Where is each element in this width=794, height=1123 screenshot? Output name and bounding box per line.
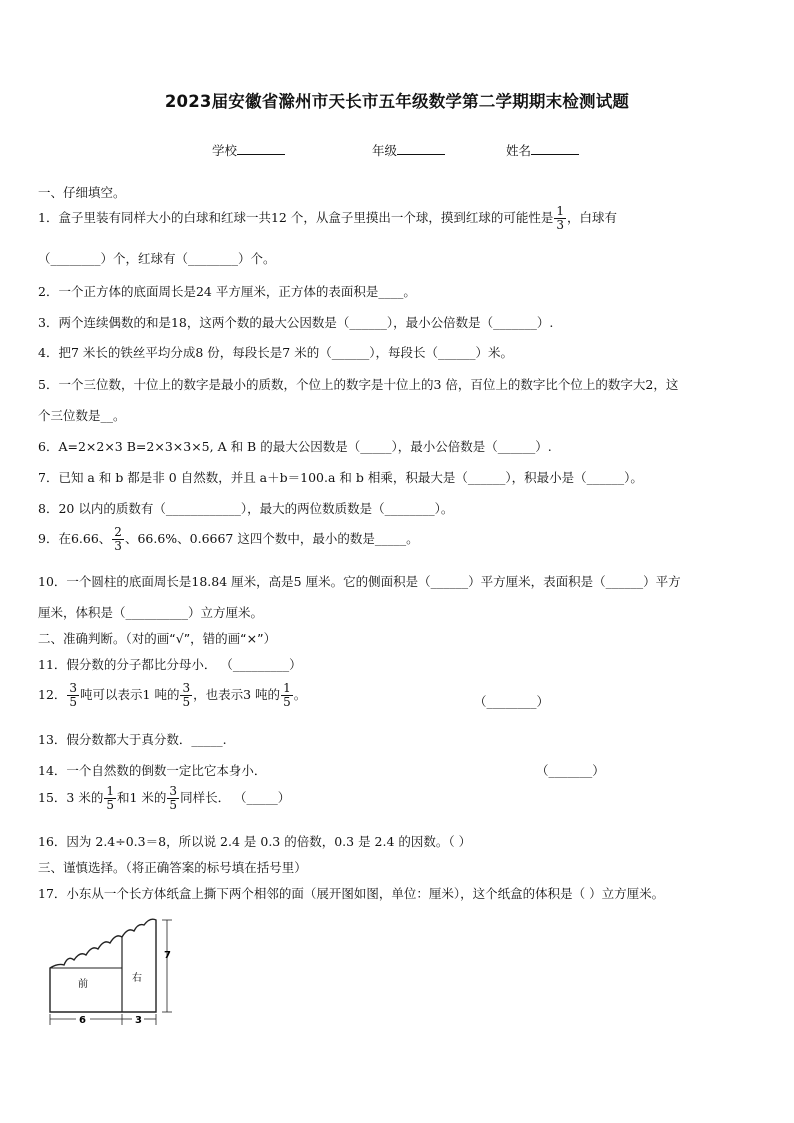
q15-f1-num: 1 (106, 784, 114, 798)
q15-fraction-1 (104, 785, 116, 812)
question-8: 8．20 以内的质数有（____________），最大的两位数质数是（________）。 (38, 501, 454, 516)
q1-text-b: ，白球有 (566, 210, 617, 225)
question-11: 11．假分数的分子都比分母小． （_________） (38, 657, 302, 672)
q15-fraction-2 (167, 785, 179, 812)
q12-fraction-3 (281, 682, 293, 709)
question-1 (38, 205, 617, 232)
question-10-cont: 厘米，体积是（__________）立方厘米。 (38, 605, 264, 620)
section-heading-3: 三、谨慎选择。（将正确答案的标号填在括号里） (38, 860, 307, 875)
question-15 (38, 785, 290, 812)
question-7: 7．已知 a 和 b 都是非 0 自然数，并且 a＋b＝100.a 和 b 相乘，积最大是（______），积最小是（______）。 (38, 470, 643, 485)
q12-f2-num: 3 (182, 681, 191, 695)
question-17: 17．小东从一个长方体纸盒上撕下两个相邻的面（展开图如图，单位：厘米），这个纸盒的体积是（ ）立方厘米。 (38, 886, 665, 901)
q12-text-d: 。 (293, 687, 307, 702)
section-heading-2: 二、准确判断。（对的画“√”，错的画“×”） (38, 631, 277, 646)
question-3: 3．两个连续偶数的和是18，这两个数的最大公因数是（______），最小公倍数是（_______）. (38, 315, 554, 330)
question-9 (38, 526, 419, 553)
q12-f3-num: 1 (283, 681, 291, 695)
q15-f1-den: 5 (106, 798, 114, 812)
name-field (506, 141, 579, 159)
q1-frac-num: 1 (556, 204, 564, 218)
q1-fraction (554, 205, 566, 232)
q1-text-a: 1．盒子里装有同样大小的白球和红球一共12 个，从盒子里摸出一个球，摸到红球的可能性是 (38, 210, 554, 225)
q9-text-a: 9．在6.66、 (38, 531, 112, 546)
question-14: 14．一个自然数的倒数一定比它本身小． (38, 763, 267, 778)
question-4: 4．把7 米长的铁丝平均分成8 份，每段长是7 米的（______），每段长（______）米。 (38, 345, 513, 360)
q12-text-a: 12． (38, 687, 67, 702)
question-10: 10．一个圆柱的底面周长是18.84 厘米，高是5 厘米。它的侧面积是（______）平方厘米，表面积是（______）平方 (38, 574, 681, 589)
q9-text-b: 、66.6%、0.6667 这四个数中，最小的数是_____。 (124, 531, 419, 546)
name-blank[interactable] (531, 142, 579, 155)
school-label: 学校 (212, 143, 238, 158)
box-net-figure (38, 915, 178, 1027)
q12-text-b: 吨可以表示1 吨的 (80, 687, 180, 702)
question-1-cont: （________）个，红球有（________）个。 (38, 251, 276, 266)
label-right: 右 (132, 973, 142, 984)
question-2: 2．一个正方体的底面周长是24 平方厘米，正方体的表面积是____。 (38, 284, 416, 299)
q9-frac-den: 3 (114, 539, 122, 553)
label-width-1: 6 (79, 1015, 86, 1026)
school-field (212, 141, 285, 159)
question-13: 13．假分数都大于真分数．_____. (38, 732, 227, 747)
q1-frac-den: 3 (556, 218, 564, 232)
q9-frac-num: 2 (114, 525, 122, 539)
q12-fraction-1 (67, 682, 79, 709)
q12-f1-den: 5 (69, 695, 78, 709)
q12-f1-num: 3 (69, 681, 78, 695)
label-width-2: 3 (135, 1015, 142, 1026)
q12-fraction-2 (180, 682, 192, 709)
question-5: 5．一个三位数，十位上的数字是最小的质数，个位上的数字是十位上的3 倍，百位上的数字比个位上的数字大2，这 (38, 377, 679, 392)
grade-label: 年级 (372, 143, 398, 158)
page-title: 2023届安徽省滁州市天长市五年级数学第二学期期末检测试题 (164, 92, 630, 111)
net-outline (50, 919, 156, 1012)
grade-field (372, 141, 445, 159)
q12-text-c: ，也表示3 吨的 (193, 687, 281, 702)
q15-text-a: 15．3 米的 (38, 790, 104, 805)
question-12 (38, 682, 306, 709)
q12-answer-blank[interactable]: （________） (474, 694, 550, 709)
question-5-cont: 个三位数是__。 (38, 408, 126, 423)
label-front: 前 (78, 979, 88, 990)
q12-f3-den: 5 (283, 695, 291, 709)
q15-f2-num: 3 (169, 784, 178, 798)
section-heading-1: 一、仔细填空。 (38, 185, 126, 200)
q14-answer-blank[interactable]: （_______） (536, 763, 605, 778)
q15-text-b: 和1 米的 (116, 790, 167, 805)
question-6: 6．A=2×2×3 B=2×3×3×5, A 和 B 的最大公因数是（_____），最小公倍数是（______）. (38, 439, 552, 454)
school-blank[interactable] (237, 142, 285, 155)
q15-text-c: 同样长． （_____） (180, 790, 291, 805)
grade-blank[interactable] (397, 142, 445, 155)
q12-f2-den: 5 (182, 695, 191, 709)
question-16: 16．因为 2.4÷0.3＝8，所以说 2.4 是 0.3 的倍数，0.3 是 2.4 的因数。（ ） (38, 834, 472, 849)
label-height: 7 (164, 950, 171, 961)
q9-fraction (112, 526, 124, 553)
name-label: 姓名 (506, 143, 532, 158)
q15-f2-den: 5 (169, 798, 178, 812)
